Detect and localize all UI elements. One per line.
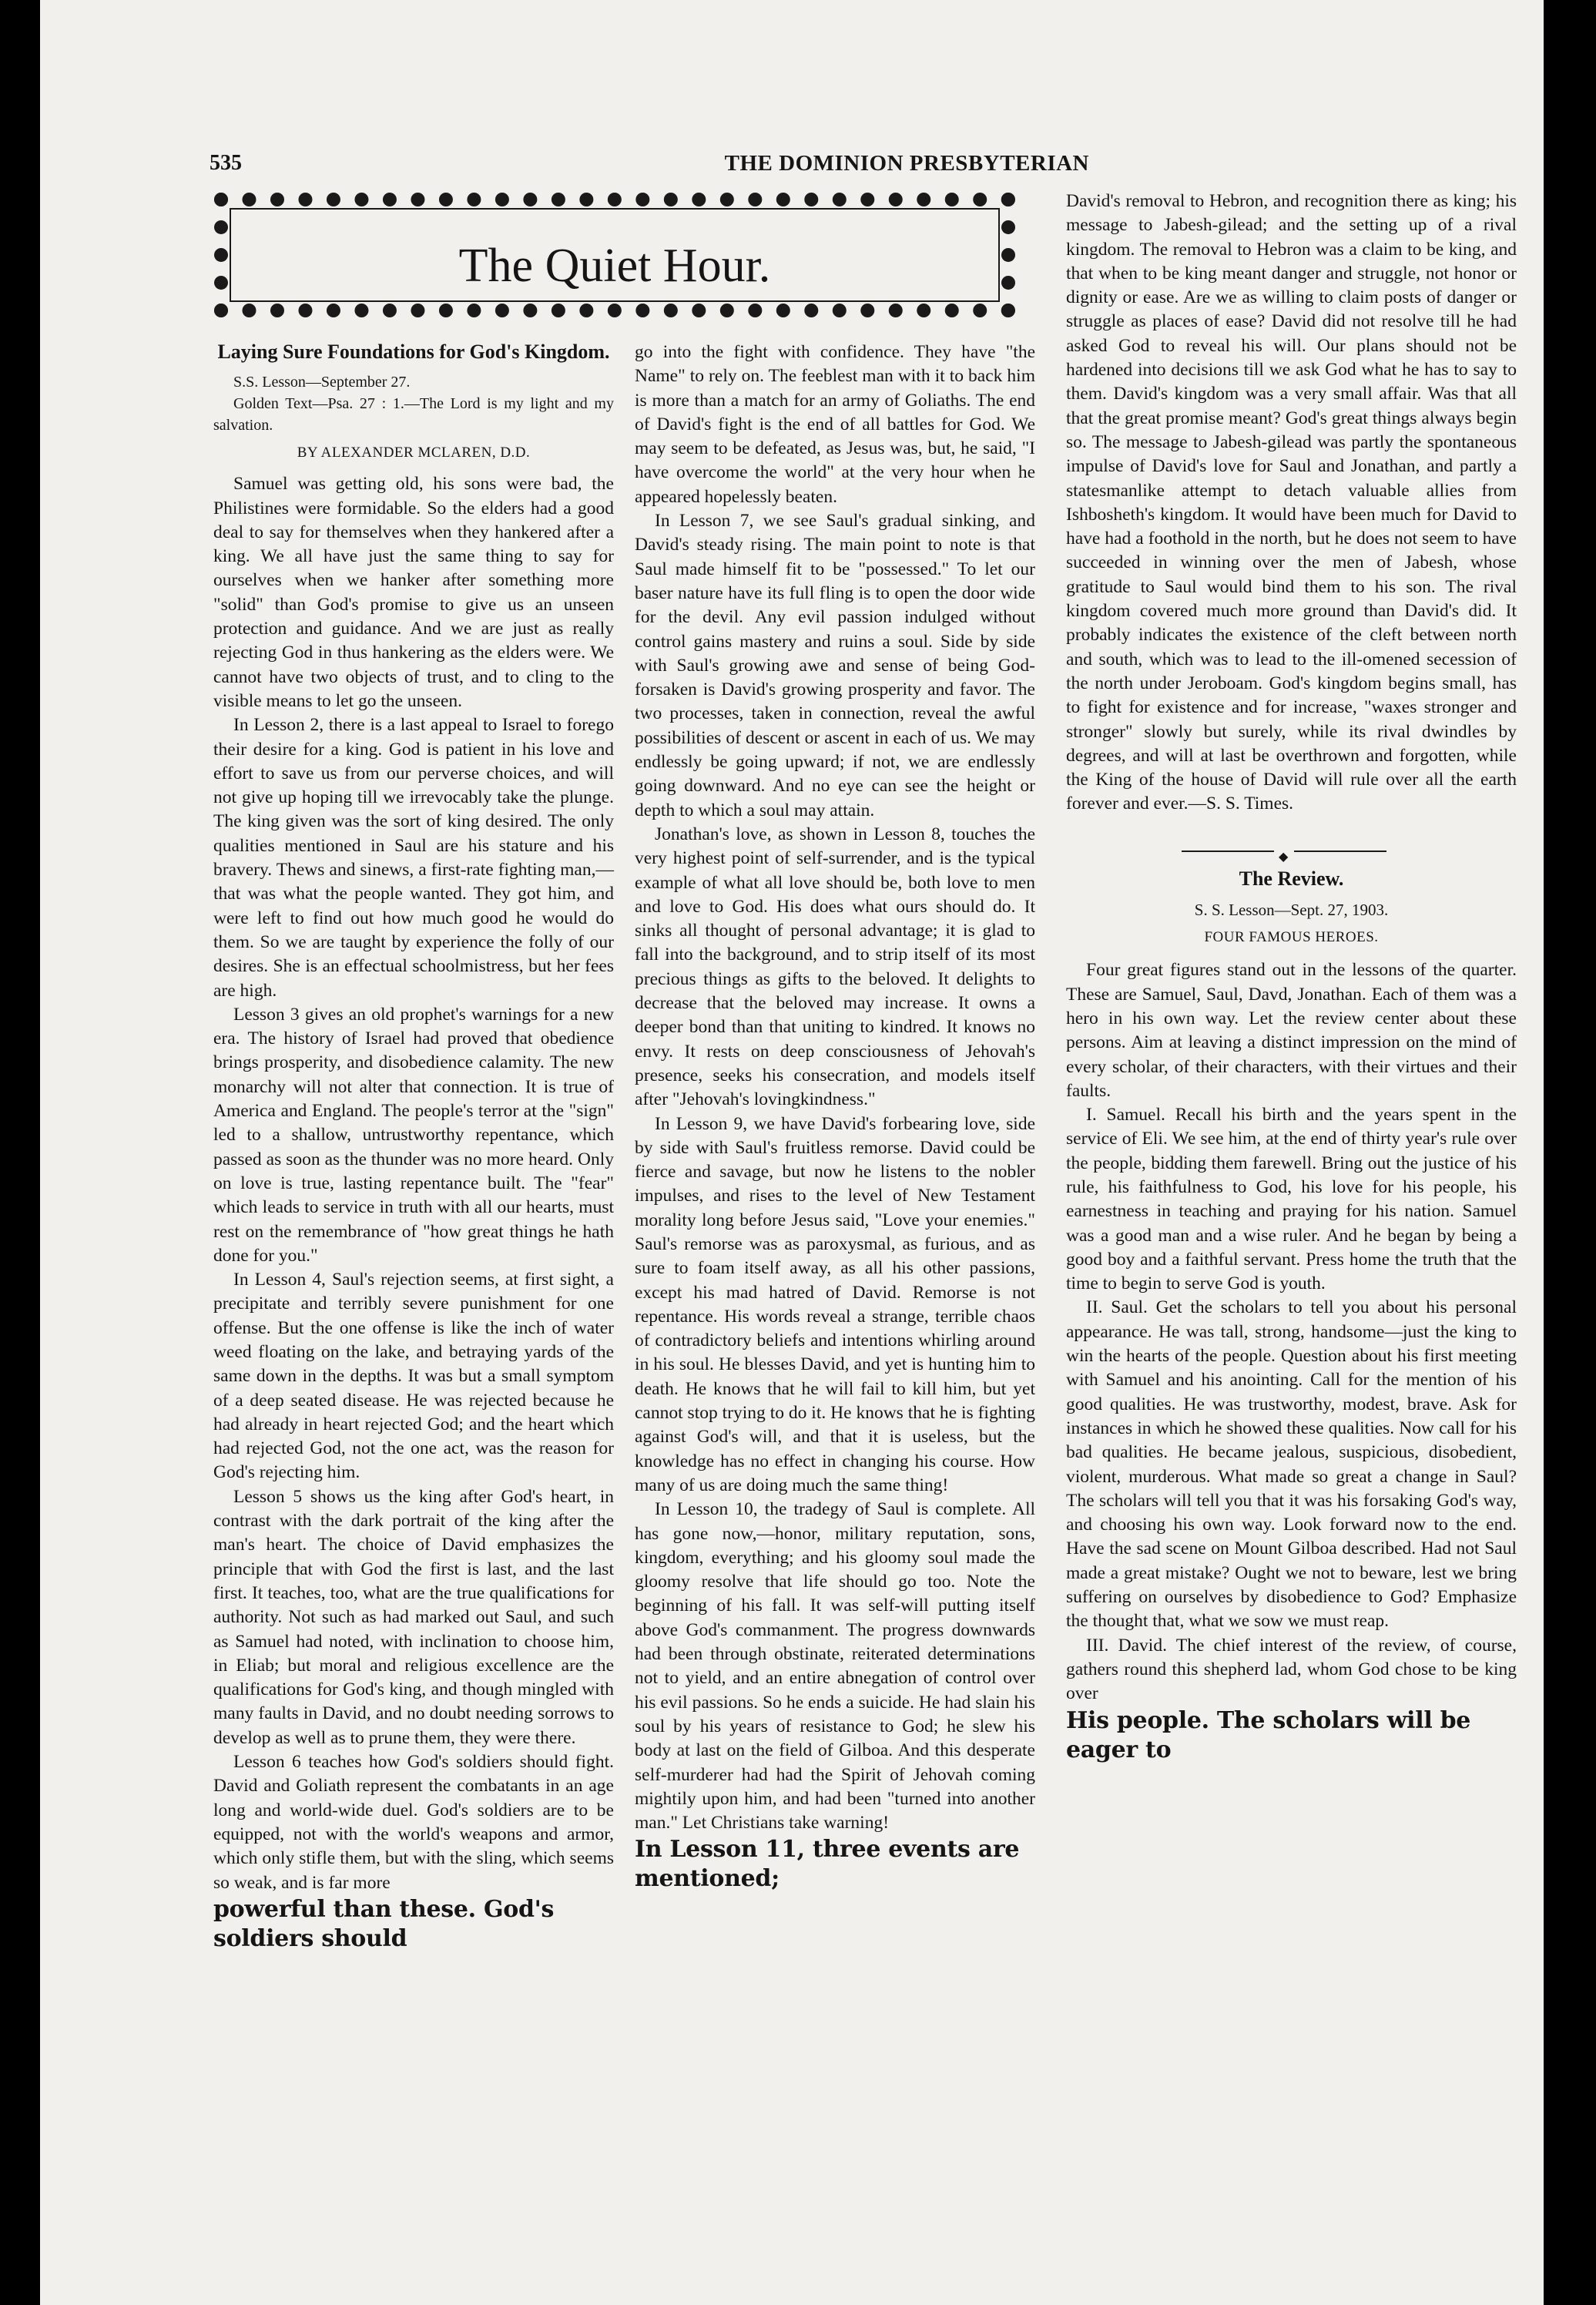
paragraph: go into the fight with confidence. They have "the Name" to rely on. The feeblest man with it to back him is more than a match for an army of Goliaths. The end of David's fight is the end of all battles for God. We may seem to be defeated, as Jesus was, but, he said, "I have overcome the world" at the very hour when he appeared hopelessly beaten. (635, 342, 1035, 507)
column-tail-line: In Lesson 11, three events are mentioned; (635, 1836, 1020, 1893)
article-title: Laying Sure Foundations for God's Kingdom. (217, 341, 610, 363)
golden-text: Golden Text—Psa. 27 : 1.—The Lord is my light and my salvation. (213, 395, 614, 434)
paragraph: III. David. The chief interest of the review, of course, gathers round this shepherd lad, whom God chose to be king over (1066, 1635, 1517, 1704)
paragraph: II. Saul. Get the scholars to tell you about his personal appearance. He was tall, strong, handsome—just the king to win the hearts of the people. Question about his first meeting with Samuel and his anointing. Call for the mention of his good qualities. He was trustworthy, modest, brave. Ask for instances in which he showed these qualities. Now call for his bad qualities. He became jealous, suspicious, disobedient, violent, murderous. What made so great a change in Saul? The scholars will tell you that it was his forsaking God's way, and choosing his own way. Look forward now to the end. Have the sad scene on Mount Gilboa described. Had not Saul made a great mistake? Ought we not to beware, lest we bring suffering on ourselves by disobedience to God? Emphasize the thought that, what we sow we must reap. (1066, 1297, 1517, 1632)
section-title: The Quiet Hour. (458, 240, 771, 292)
lesson-line: S. S. Lesson—Sept. 27, 1903. (1194, 900, 1389, 919)
paragraph: Four great figures stand out in the lessons of the quarter. These are Samuel, Saul, Davd, Jonathan. Each of them was a hero in his own way. Let the review center about these persons. Aim at leaving a distinct impression on the mind of every scholar, of their characters, with their virtues and their faults. (1066, 960, 1517, 1101)
paragraph: Lesson 5 shows us the king after God's heart, in contrast with the dark portrait of the king after the man's heart. The choice of David emphasizes the principle that with God the first is last, and the last first. It teaches, too, what are the true qualifications for authority. Not such as had marked out Saul, and such as Samuel had noted, with inclination to choose him, in Eliab; but moral and religious excellence are the qualifications for God's king, and though mingled with many faults in David, and no doubt needing sorrows to develop as well as to prune them, they were there. (213, 1486, 614, 1748)
article-title: The Review. (1239, 867, 1344, 890)
divider-rule-left (1182, 851, 1274, 852)
newspaper-page (40, 0, 1544, 2305)
column-2 (635, 341, 1035, 1894)
paragraph: In Lesson 4, Saul's rejection seems, at first sight, a precipitate and terribly severe punishment for one offense. But the one offense is like the inch of water weed floating on the lake, and betraying yards of the same down in the depths. It was but a small symptom of a deep seated disease. He was rejected because he had already in heart rejected God; and the heart which had rejected God, not the one act, was the reason for God's rejecting him. (213, 1270, 614, 1483)
lesson-line: S.S. Lesson—September 27. (233, 374, 411, 391)
paragraph: Samuel was getting old, his sons were bad, the Philistines were formidable. So the elders had a good deal to say for themselves when they hankered after a king. We all have just the same thing to say for ourselves when we hanker after something more "solid" than God's promise to give us an unseen protection and guidance. And we are just as really rejecting God in thus hankering as the elders were. We cannot have two objects of trust, and to cling to the visible means to let go the unseen. (213, 474, 614, 711)
paragraph: Jonathan's love, as shown in Lesson 8, touches the very highest point of self-surrender, and is the typical example of what all love should be, both love to men and love to God. His does what ours should do. It sinks all thought of personal advantage; it is glad to fall into the background, and to strip itself of its most precious things as gifts to the beloved. It delights to decrease that the beloved may increase. It owns a deeper bond than that uniting to kindred. It knows no envy. It rests on deep consciousness of Jehovah's presence, seeks his consecration, and models itself after "Jehovah's lovingkindness." (635, 824, 1035, 1110)
article-author: BY ALEXANDER MCLAREN, D.D. (297, 445, 531, 461)
paragraph: In Lesson 10, the tradegy of Saul is complete. All has gone now,—honor, military reputation, sons, kingdom, everything; and his gloomy soul made the gloomy resolve that life should go too. Note the beginning of his fall. It was self-will putting itself above God's commanment. The progress downwards had been through obstinate, reiterated determinations not to yield, and an entire abnegation of control over his evil passions. So he ends a suicide. He had slain his soul by his years of resistance to God; he slew his body at last on the field of Gilboa. And this desperate self-murderer had had the Spirit of Jehovah coming mightily upon him, and had been "turned into another man." Let Christians take warning! (635, 1499, 1035, 1834)
journal-title: THE DOMINION PRESBYTERIAN (724, 151, 1089, 176)
column-tail-line: His people. The scholars will be eager to (1066, 1706, 1471, 1763)
paragraph: Lesson 3 gives an old prophet's warnings for a new era. The history of Israel had proved that obedience brings prosperity, and disobedience calamity. The new monarchy will not alter that connection. It is true of America and England. The people's terror at the "sign" led to a shallow, untrustworthy repentance, which passed as soon as the thunder was no more heard. Only on love is true, lasting repentance built. The "fear" which leads to service in truth with all our hearts, must rest on the remembrance of "how great things he hath done for you." (213, 1004, 614, 1266)
page-header (40, 151, 1544, 182)
paragraph: In Lesson 7, we see Saul's gradual sinking, and David's steady rising. The main point to note is that Saul made himself fit to be "possessed." To let our baser nature have its full fling is to open the door wide for the devil. Any evil passion indulged without control gains mastery and ruins a soul. Side by side with Saul's growing awe and sense of being God-forsaken is David's growing prosperity and favor. The two processes, taken in connection, reveal the awful possibilities of descent or ascent in each of us. We may endlessly be going upward; if not, we are endlessly going downward. And no eye can see the height or depth to which a soul may attain. (635, 511, 1035, 820)
page-number: 535 (210, 151, 242, 175)
paragraph: In Lesson 9, we have David's forbearing love, side by side with Saul's fruitless remorse. David could be fierce and savage, but now he listens to the nobler impulses, and rises to the level of New Testament morality long before Jesus said, "Love your enemies." Saul's remorse was as paroxysmal, as furious, and as sure to foam itself away, as all his other passions, except his mad hatred of David. Remorse is not repentance. His words reveal a strange, terrible chaos of contradictory beliefs and intentions whirling around in his soul. He blesses David, and yet is hunting him to death. He knows that he will fail to kill him, but yet cannot stop trying to do it. He knows that he is fighting against God's will, and that it is useless, but the knowledge has no effect in changing his course. How many of us are doing much the same thing! (635, 1113, 1035, 1495)
divider-ornament: ◆ (1279, 850, 1289, 864)
paragraph: David's removal to Hebron, and recognition there as king; his message to Jabesh-gilead; and the setting up of a rival kingdom. The removal to Hebron was a claim to be king, and that when to be king meant danger and struggle, not honor or dignity or ease. Are we as willing to claim posts of danger or struggle as places of ease? David did not resolve till he had asked God to reveal his will. Our plans should not be hardened into decisions till we ask God what he has to say to them. David's kingdom was a very small affair. Was that all that the great promise meant? God's great things always begin so. The message to Jabesh-gilead was partly the spontaneous impulse of David's love for Saul and Jonathan, and partly a statesmanlike attempt to detach valuable allies from Ishbosheth's kingdom. It would have been much for David to have had a foothold in the north, but he does not seem to have succeeded in winning over the men of Jabesh, whose gratitude to Saul would bind them to his son. The rival kingdom covered much more ground than David's did. It probably indicates the existence of the cleft between north and south, which was to lead to the ill-omened secession of the north under Jeroboam. God's kingdom begins small, has to fight for existence and for increase, "waxes stronger and stronger" slowly but surely, while its rival dwindles by degrees, and will at last be overthrown and forgotten, while the King of the house of David will rule over all the earth forever and ever.—S. S. Times. (1066, 191, 1517, 814)
column-3 (1066, 190, 1517, 1765)
column-tail-line: powerful than these. God's soldiers should (213, 1895, 555, 1952)
section-banner (214, 193, 1015, 317)
divider-rule-right (1294, 851, 1386, 852)
column-1 (213, 341, 614, 1954)
section-divider (1066, 843, 1517, 864)
article-subtitle: FOUR FAMOUS HEROES. (1204, 929, 1379, 946)
paragraph: In Lesson 2, there is a last appeal to Israel to forego their desire for a king. God is patient in his love and effort to save us from our perverse choices, and will not give up hoping till we irrevocably take the plunge. The king given was the sort of king desired. The only qualities mentioned in Saul are his stature and his bravery. Thews and sinews, a first-rate fighting man,—that was what the people wanted. They got him, and were left to find out how much good he would do them. So we are taught by experience the folly of our desires. She is an effectual schoolmistress, but her fees are high. (213, 715, 614, 1001)
paragraph: I. Samuel. Recall his birth and the years spent in the service of Eli. We see him, at the end of thirty year's rule over the people, bidding them farewell. Bring out the justice of his rule, his faithfulness to God, his love for his people, his earnestness in teaching and praying for his nation. Samuel was a good man and a wise ruler. And he began by being a good boy and a faithful servant. Press home the truth that the time to begin to serve God is youth. (1066, 1105, 1517, 1294)
paragraph: Lesson 6 teaches how God's soldiers should fight. David and Goliath represent the combatants in an age long and world-wide duel. God's soldiers are to be equipped, not with the world's weapons and armor, which only stifle them, but with the sling, which seems so weak, and is far more (213, 1752, 614, 1893)
